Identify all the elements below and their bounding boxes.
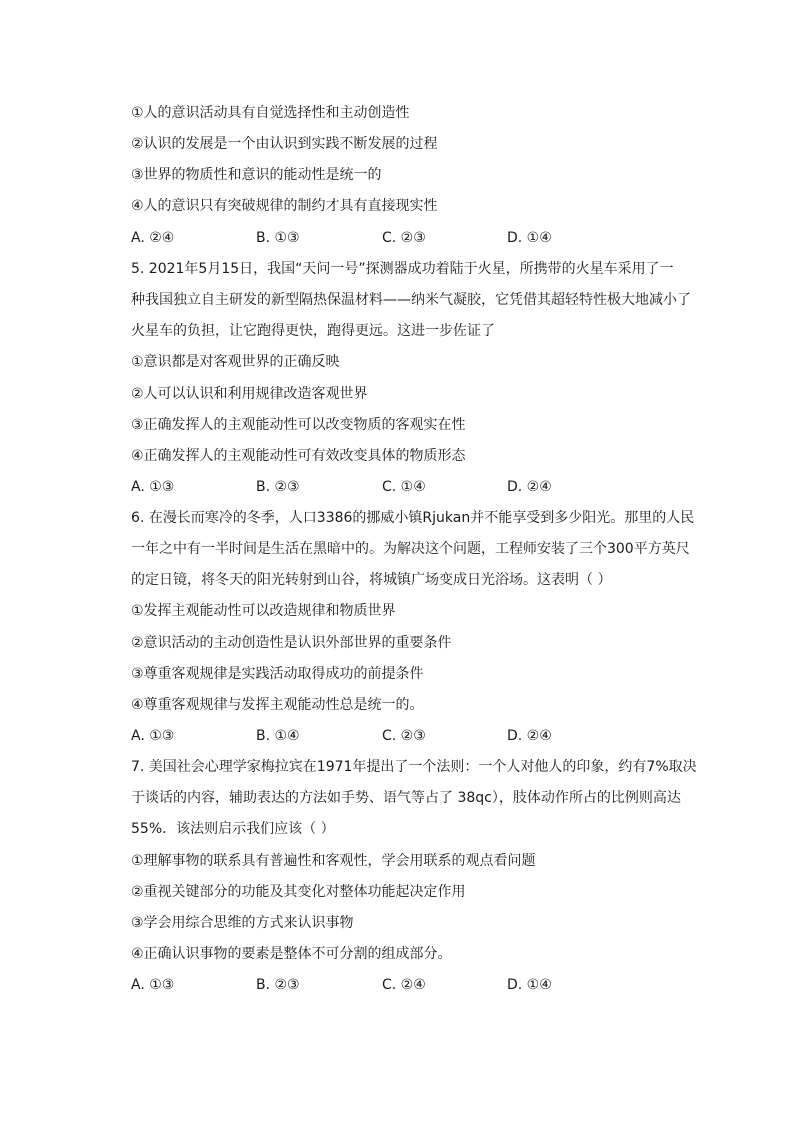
q5-options [131,477,701,497]
q6-option-c: C. ②③ [382,728,426,744]
q4-item-4: ④人的意识只有突破规律的制约才具有直接现实性 [131,198,438,214]
q6-option-a: A. ①③ [131,728,175,744]
q5-option-c: C. ①④ [382,479,426,495]
q6-item-2: ②意识活动的主动创造性是认识外部世界的重要条件 [131,635,452,651]
q7-item-1: ①理解事物的联系具有普遍性和客观性，学会用联系的观点看问题 [131,853,536,869]
q6-item-4: ④尊重客观规律与发挥主观能动性总是统一的。 [131,697,424,713]
q5-item-4: ④正确发挥人的主观能动性可有效改变具体的物质形态 [131,448,466,464]
q7-stem-line-2: 于谈话的内容，辅助表达的方法如手势、语气等占了 38qc），肢体动作所占的比例则高达 [131,790,681,806]
q6-option-d: D. ②④ [507,728,552,744]
q4-item-3: ③世界的物质性和意识的能动性是统一的 [131,167,382,183]
q7-options [131,975,701,995]
q7-option-b: B. ②③ [256,977,300,993]
q4-option-d: D. ①④ [507,230,552,246]
q5-option-b: B. ②③ [256,479,300,495]
q6-options [131,726,701,746]
q6-stem-line-3: 的定日镜，将冬天的阳光转射到山谷，将城镇广场变成日光浴场。这表明（ ） [131,572,612,588]
q7-item-3: ③学会用综合思维的方式来认识事物 [131,915,354,931]
q7-option-d: D. ①④ [507,977,552,993]
q4-options [131,228,701,248]
q7-item-4: ④正确认识事物的要素是整体不可分割的组成部分。 [131,946,452,962]
q5-option-d: D. ②④ [507,479,552,495]
q7-item-2: ②重视关键部分的功能及其变化对整体功能起决定作用 [131,884,466,900]
q4-option-b: B. ①③ [256,230,300,246]
q5-option-a: A. ①③ [131,479,175,495]
q5-item-3: ③正确发挥人的主观能动性可以改变物质的客观实在性 [131,417,466,433]
q6-stem-line-1: 6. 在漫长而寒冷的冬季，人口3386的挪威小镇Rjukan并不能享受到多少阳光。那里的人民 [131,510,695,526]
q6-item-1: ①发挥主观能动性可以改造规律和物质世界 [131,603,396,619]
q6-option-b: B. ①④ [256,728,300,744]
q7-stem-line-3: 55%．该法则启示我们应该（ ） [131,821,335,837]
q6-item-3: ③尊重客观规律是实践活动取得成功的前提条件 [131,666,424,682]
q4-option-c: C. ②③ [382,230,426,246]
q5-stem-line-2: 种我国独立自主研发的新型隔热保温材料——纳米气凝胶，它凭借其超轻特性极大地减小了 [131,292,691,308]
q5-item-2: ②人可以认识和利用规律改造客观世界 [131,386,368,402]
q5-stem-line-1: 5. 2021年5月15日，我国“天问一号”探测器成功着陆于火星，所携带的火星车采用了一 [131,261,674,277]
q4-option-a: A. ②④ [131,230,175,246]
q7-option-a: A. ①③ [131,977,175,993]
q4-item-1: ①人的意识活动具有自觉选择性和主动创造性 [131,105,410,121]
q7-stem-line-1: 7. 美国社会心理学家梅拉宾在1971年提出了一个法则：一个人对他人的印象，约有7%取决 [131,759,697,775]
q6-stem-line-2: 一年之中有一半时间是生活在黑暗中的。为解决这个问题，工程师安装了三个300平方英尺 [131,541,690,557]
q5-item-1: ①意识都是对客观世界的正确反映 [131,354,340,370]
q7-option-c: C. ②④ [382,977,426,993]
q5-stem-line-3: 火星车的负担，让它跑得更快，跑得更远。这进一步佐证了 [131,323,495,339]
q4-item-2: ②认识的发展是一个由认识到实践不断发展的过程 [131,136,438,152]
